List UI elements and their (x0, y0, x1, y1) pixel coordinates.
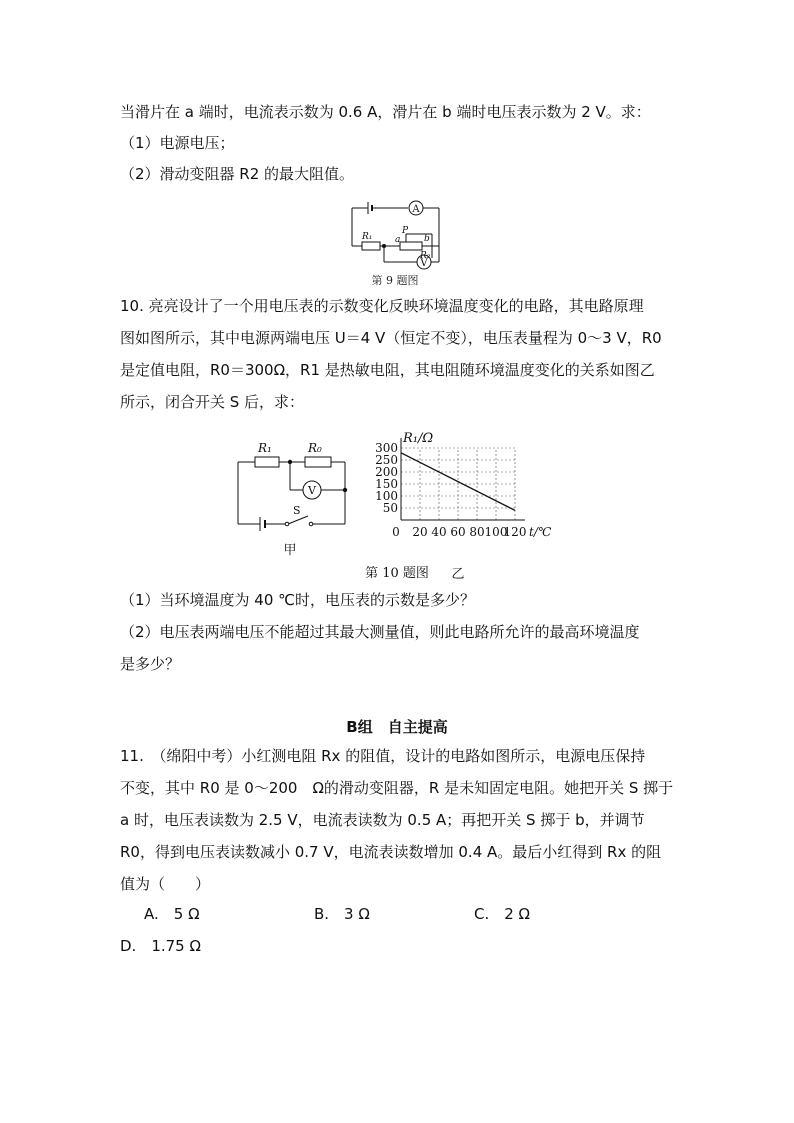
q11-stem-line-2: 不变，其中 R0 是 0～200 Ω的滑动变阻器，R 是未知固定电阻。她把开关 S 掷于 (120, 779, 674, 797)
y-tick-label: 50 (382, 501, 398, 515)
a-label: a (395, 235, 401, 245)
q11-option-b[interactable]: B. 3 Ω (314, 905, 370, 923)
q9-caption: 第 9 题图 (371, 274, 419, 287)
r1-thermistor (255, 457, 279, 467)
x-tick-label: 80 (469, 525, 485, 539)
y-tick-label: 250 (375, 453, 398, 467)
q9-stem-tail: 当滑片在 a 端时，电流表示数为 0.6 A，滑片在 b 端时电压表示数为 2 V。求： (120, 103, 651, 121)
q11-stem-line-3: a 时，电压表读数为 2.5 V，电流表读数为 0.5 A；再把开关 S 掷于 b，并调节 (120, 811, 645, 829)
y-tick-label: 300 (375, 441, 398, 455)
q10-sub1: （1）当环境温度为 40 ℃时，电压表的示数是多少？ (120, 591, 476, 609)
y-tick-label: 150 (375, 477, 398, 491)
r1-label: R₁ (362, 232, 373, 242)
r0-resistor (305, 457, 331, 467)
x-tick-label: 20 (412, 525, 428, 539)
x-tick-label: 120 (503, 525, 527, 539)
section-b-title: B组 自主提高 (346, 718, 448, 736)
q10-sub2-line-1: （2）电压表两端电压不能超过其最大测量值，则此电路所允许的最高环境温度 (120, 623, 640, 641)
p-label: P (402, 226, 409, 236)
b-label: b (424, 234, 430, 244)
q9-circuit-figure (340, 196, 450, 288)
q10-r1-label: R₁ (258, 441, 272, 455)
switch-lever (288, 516, 308, 524)
q9-sub2: （2）滑动变阻器 R2 的最大阻值。 (120, 165, 355, 183)
q10-stem-line-4: 所示，闭合开关 S 后，求： (120, 393, 305, 411)
q11-option-d[interactable]: D. 1.75 Ω (120, 937, 201, 955)
jia-name: 甲 (283, 543, 297, 558)
r1-temperature-chart (375, 431, 552, 539)
voltmeter-label: V (420, 258, 428, 269)
r1-resistor (362, 242, 380, 250)
r2-label: R₂ (420, 251, 431, 261)
y-tick-label: 200 (375, 465, 398, 479)
q10-stem-line-1: 10. 亮亮设计了一个用电压表的示数变化反映环境温度变化的电路，其电路原理 (120, 297, 644, 315)
q10-caption-text: 第 10 题图 (365, 566, 429, 581)
q11-stem-line-5: 值为（ ） (120, 875, 211, 893)
q10-stem-line-2: 图如图所示，其中电源两端电压 U＝4 V（恒定不变），电压表量程为 0～3 V，R0 (120, 329, 662, 347)
x-tick-label: 40 (431, 525, 447, 539)
y-axis-label: R₁/Ω (403, 431, 434, 446)
q11-option-a[interactable]: A. 5 Ω (144, 905, 200, 923)
x-tick-label: 0 (392, 525, 400, 539)
junction-dot (382, 244, 386, 248)
x-tick-label: 60 (450, 525, 466, 539)
x-axis-label: t/℃ (529, 525, 552, 539)
switch-label: S (293, 504, 301, 517)
series-line-r1 (401, 453, 515, 511)
q10-stem-line-3: 是定值电阻，R0＝300Ω，R1 是热敏电阻，其电阻随环境温度变化的关系如图乙 (120, 361, 655, 379)
q10-voltmeter-label: V (308, 484, 316, 497)
yi-name: 乙 (451, 567, 465, 582)
q11-option-c[interactable]: C. 2 Ω (474, 905, 531, 923)
q9-sub1: （1）电源电压； (120, 134, 235, 152)
q11-stem-line-4: R0，得到电压表读数减小 0.7 V，电流表读数增加 0.4 A。最后小红得到 Rx 的阻 (120, 843, 662, 861)
q10-figure (230, 422, 570, 582)
y-tick-label: 100 (375, 489, 398, 503)
jia-circuit (238, 457, 345, 531)
ammeter-label: A (412, 204, 420, 215)
q10-sub2-line-2: 是多少？ (120, 655, 181, 673)
q10-r0-label: R₀ (308, 441, 322, 455)
q11-stem-line-1: 11. （绵阳中考）小红测电阻 Rx 的阻值，设计的电路如图所示，电源电压保持 (120, 747, 646, 765)
r2-rheostat (400, 242, 422, 250)
x-tick-label: 100 (484, 525, 508, 539)
